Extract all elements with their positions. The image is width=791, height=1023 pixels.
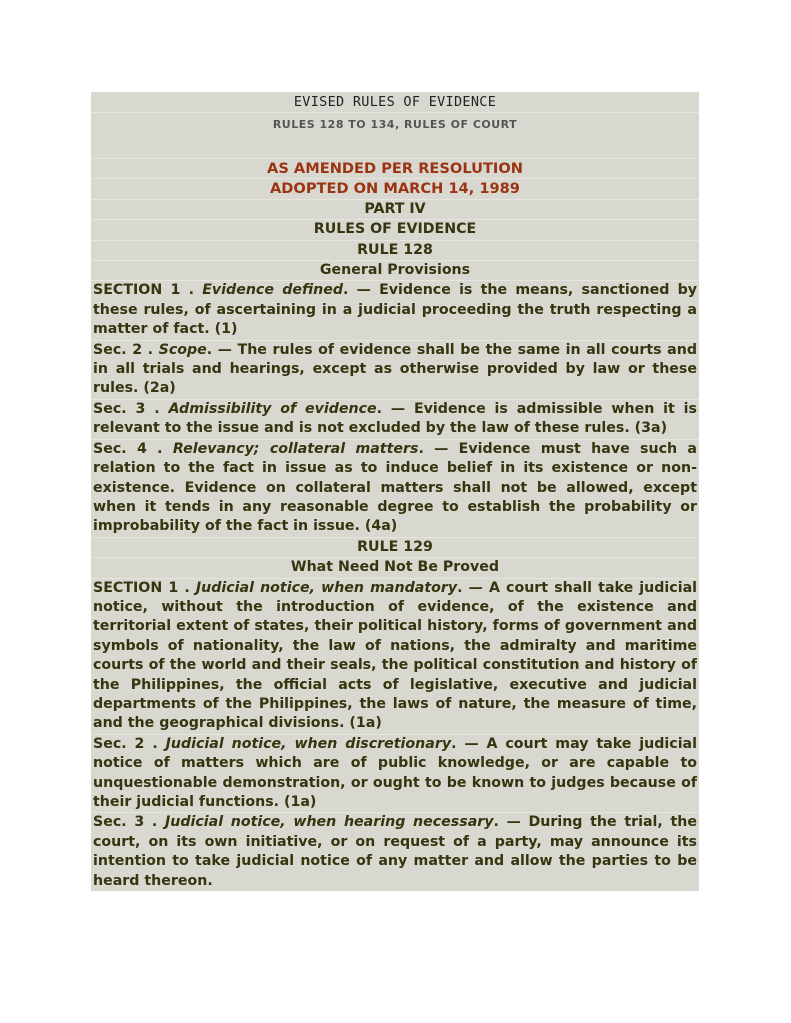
section-body: . — A court shall take judicial notice, without the introduction of evidence, of the existence and territorial extent of states, their political history, forms of government and symbols of nationality, the law of nations, the admiralty and maritime courts of the world and their seals, the political constitution and history of the Philippines, the official acts of legislative, executive and judicial departments of the Philippines, the laws of nature, the measure of time, and the geographical divisions. (1a)	[93, 579, 698, 732]
rule-129-section-3	[91, 812, 699, 891]
rule-129-section-1	[91, 578, 699, 734]
section-lead: Sec. 3 .	[93, 814, 165, 831]
section-lead: Sec. 2 .	[93, 341, 159, 358]
amendment-line-2: ADOPTED ON MARCH 14, 1989	[91, 178, 699, 198]
section-lead: SECTION 1 .	[93, 579, 196, 596]
rule-129-title: What Need Not Be Proved	[91, 557, 699, 577]
rule-129-heading: RULE 129	[91, 537, 699, 557]
section-body: . — During the trial, the court, on its own initiative, or on request of a party, may announce its intention to take judicial notice of any matter and allow the parties to be heard thereon.	[93, 814, 697, 889]
section-body: . — Evidence must have such a relation to the fact in issue as to induce belief in its existence or non-existence. Evidence on collateral matters shall not be allowed, except when it tends in any reasonable degree to establish the probability or improbability of the fact in issue. (4a)	[93, 440, 697, 535]
document-subtitle: RULES 128 TO 134, RULES OF COURT	[91, 112, 699, 158]
section-heading: Scope	[158, 341, 207, 358]
part-heading: PART IV	[91, 199, 699, 219]
section-heading: Judicial notice, when discretionary	[165, 735, 452, 752]
part-title: RULES OF EVIDENCE	[91, 219, 699, 239]
section-lead: Sec. 2 .	[93, 735, 166, 752]
section-heading: Judicial notice, when hearing necessary	[164, 814, 494, 831]
rule-128-section-3	[91, 399, 699, 439]
section-body: . — A court may take judicial notice of matters which are of public knowledge, or are capable to unquestionable demonstration, or ought to be known to judges because of their judicial functions. (1a)	[93, 735, 697, 810]
section-heading: Judicial notice, when mandatory	[195, 579, 458, 596]
section-heading: Relevancy; collateral matters	[172, 440, 419, 457]
section-body: . — Evidence is the means, sanctioned by these rules, of ascertaining in a judicial proceeding the truth respecting a matter of fact. (1)	[93, 282, 698, 338]
rule-128-section-1	[91, 280, 699, 339]
amendment-line-1: AS AMENDED PER RESOLUTION	[91, 158, 699, 178]
rule-128-section-2	[91, 340, 699, 399]
rule-129-section-2	[91, 734, 699, 813]
section-body: . — The rules of evidence shall be the same in all courts and in all trials and hearings, except as otherwise provided by law or these rules. (2a)	[93, 341, 697, 397]
rule-128-title: General Provisions	[91, 260, 699, 280]
section-lead: Sec. 4 .	[93, 440, 173, 457]
document-title: EVISED RULES OF EVIDENCE	[91, 92, 699, 112]
section-heading: Admissibility of evidence	[168, 400, 377, 417]
section-lead: Sec. 3 .	[93, 400, 169, 417]
section-lead: SECTION 1 .	[93, 282, 203, 299]
rule-128-section-4	[91, 439, 699, 537]
rule-128-heading: RULE 128	[91, 240, 699, 260]
document-body	[91, 92, 699, 891]
section-heading: Evidence defined	[202, 282, 344, 299]
section-body: . — Evidence is admissible when it is relevant to the issue and is not excluded by the law of these rules. (3a)	[93, 400, 697, 437]
